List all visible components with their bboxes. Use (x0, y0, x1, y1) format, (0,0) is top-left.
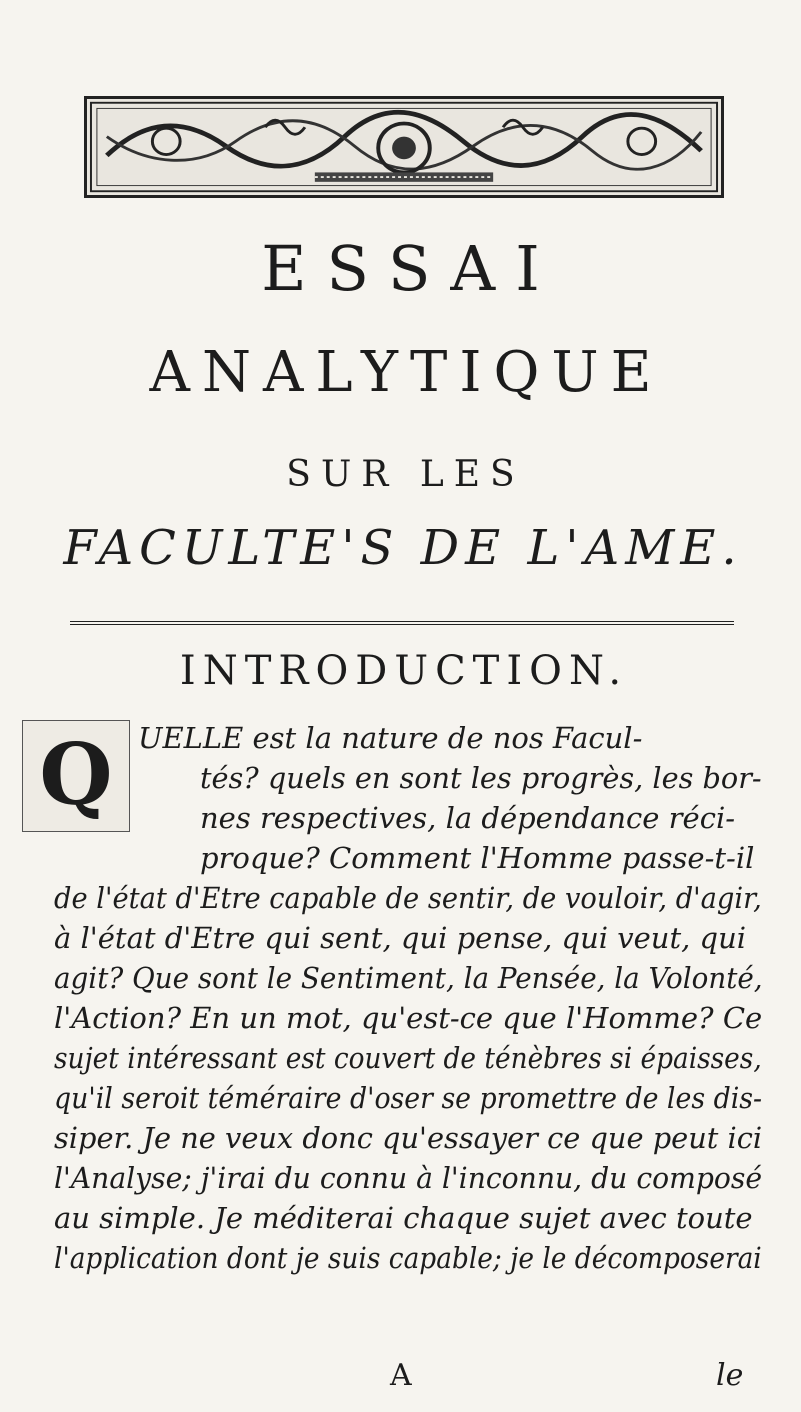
title-line-1: ESSAI (261, 232, 560, 305)
body-line-12: l'Analyse; j'irai du connu à l'inconnu, du composé (54, 1161, 763, 1195)
body-line-2: tés? quels en sont les progrès, les bor- (200, 761, 762, 795)
body-line-10: qu'il seroit téméraire d'oser se promettre de les dis- (54, 1081, 763, 1115)
decorative-headpiece (84, 96, 724, 198)
section-heading: INTRODUCTION. (179, 648, 629, 694)
drop-cap-ornament (22, 720, 130, 832)
body-line-4: proque? Comment l'Homme passe-t-il (200, 841, 755, 875)
body-line-1: UELLE est la nature de nos Facul- (138, 721, 643, 755)
body-line-9: sujet intéressant est couvert de ténèbres si épaisses, (54, 1041, 762, 1075)
signature-mark: A (390, 1358, 412, 1393)
title-line-3: SUR LES (286, 454, 525, 495)
body-line-11: siper. Je ne veux donc qu'essayer ce que peut ici (54, 1121, 763, 1155)
title-divider (70, 621, 734, 625)
body-line-5: de l'état d'Etre capable de sentir, de vouloir, d'agir, (54, 881, 762, 915)
title-line-2: ANALYTIQUE (149, 340, 664, 405)
body-line-3: nes respectives, la dépendance réci- (200, 801, 736, 835)
body-line-8: l'Action? En un mot, qu'est-ce que l'Homme? Ce (54, 1001, 763, 1035)
body-line-14: l'application dont je suis capable; je le décomposerai (54, 1241, 762, 1275)
drop-cap-letter: Q (39, 725, 113, 824)
catchword: le (716, 1358, 744, 1393)
body-line-7: agit? Que sont le Sentiment, la Pensée, la Volonté, (54, 961, 763, 995)
body-line-13: au simple. Je méditerai chaque sujet avec toute (54, 1201, 753, 1235)
title-line-4: FACULTE'S DE L'AME. (63, 520, 743, 576)
body-line-6: à l'état d'Etre qui sent, qui pense, qui veut, qui (54, 921, 747, 955)
